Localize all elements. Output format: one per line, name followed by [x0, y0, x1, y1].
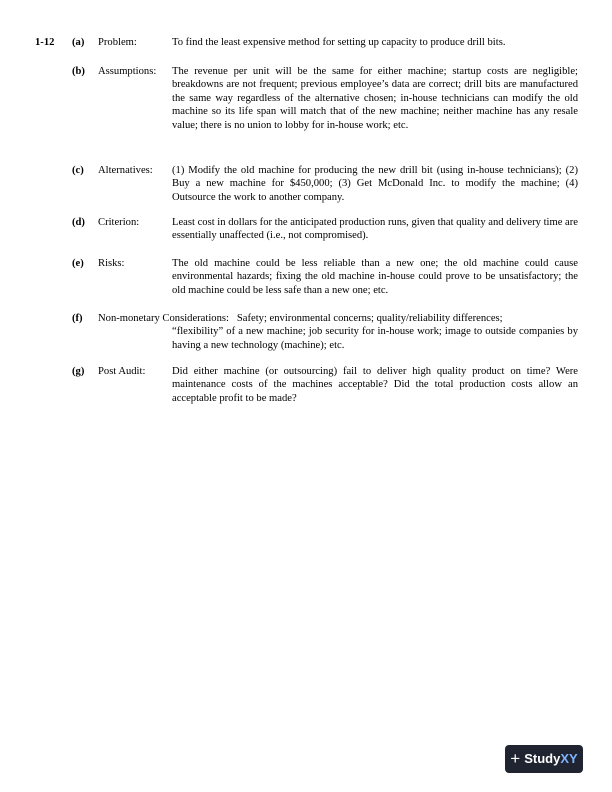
logo-xy-text: XY	[560, 751, 578, 767]
item-letter: (b)	[72, 66, 85, 77]
item-post-audit	[72, 365, 578, 405]
item-label: Criterion:	[98, 217, 140, 228]
item-letter: (a)	[72, 37, 85, 48]
item-label: Risks:	[98, 258, 125, 269]
item-assumptions	[72, 65, 578, 132]
item-risks	[72, 257, 578, 297]
item-letter: (d)	[72, 217, 85, 228]
item-letter: (c)	[72, 165, 84, 176]
item-non-monetary	[72, 312, 578, 352]
item-text: Least cost in dollars for the anticipated production runs, given that quality and delivery time are essentially unaffected (i.e., not compromised).	[172, 217, 578, 242]
item-letter: (f)	[72, 313, 83, 324]
item-label: Post Audit:	[98, 366, 146, 377]
item-text: The old machine could be less reliable than a new one; the old machine could cause environmental hazards; fixing the old machine in-house could prove to be unsatisfactory; the old machine could be less safe than a new one; etc.	[172, 258, 578, 296]
plus-icon: +	[510, 749, 521, 769]
item-text: To find the least expensive method for setting up capacity to produce drill bits.	[172, 37, 506, 48]
item-letter: (g)	[72, 366, 85, 377]
item-alternatives	[72, 164, 578, 204]
item-letter: (e)	[72, 258, 84, 269]
item-label: Problem:	[98, 37, 137, 48]
item-problem	[72, 36, 578, 49]
item-text-first: Safety; environmental concerns; quality/reliability differences;	[236, 313, 503, 324]
item-text: The revenue per unit will be the same for either machine; startup costs are negligible; breakdowns are not frequent; previous employee’s data are correct; drill bits are manufactured the same way regardless of the alternative chosen; in-house technicians can modify the old machine so its life span will match that of the new machine; neither machine has any resale value; there is no union to lobby for in-house work; etc.	[172, 66, 578, 131]
logo-study-text: Study	[524, 751, 561, 767]
studyxy-logo	[505, 745, 583, 773]
item-label: Assumptions:	[98, 66, 157, 77]
item-label: Non-monetary Considerations:	[98, 313, 229, 324]
item-text: Did either machine (or outsourcing) fail to deliver high quality product on time? Were maintenance costs of the machines acceptable? Did the total production costs allow an acceptable profit to be made?	[172, 366, 578, 404]
item-text: (1) Modify the old machine for producing the new drill bit (using in-house technicians); (2) Buy a new machine for $450,000; (3) Get McDonald Inc. to modify the machine; (4) Outsource the work to another company.	[172, 165, 578, 203]
item-criterion	[72, 216, 578, 243]
item-label-and-first-line	[98, 312, 578, 325]
item-text-rest: “flexibility” of a new machine; job security for in-house work; image to outside companies by having a new technology (machine); etc.	[172, 326, 578, 351]
problem-number: 1-12	[35, 37, 55, 48]
item-label: Alternatives:	[98, 165, 153, 176]
